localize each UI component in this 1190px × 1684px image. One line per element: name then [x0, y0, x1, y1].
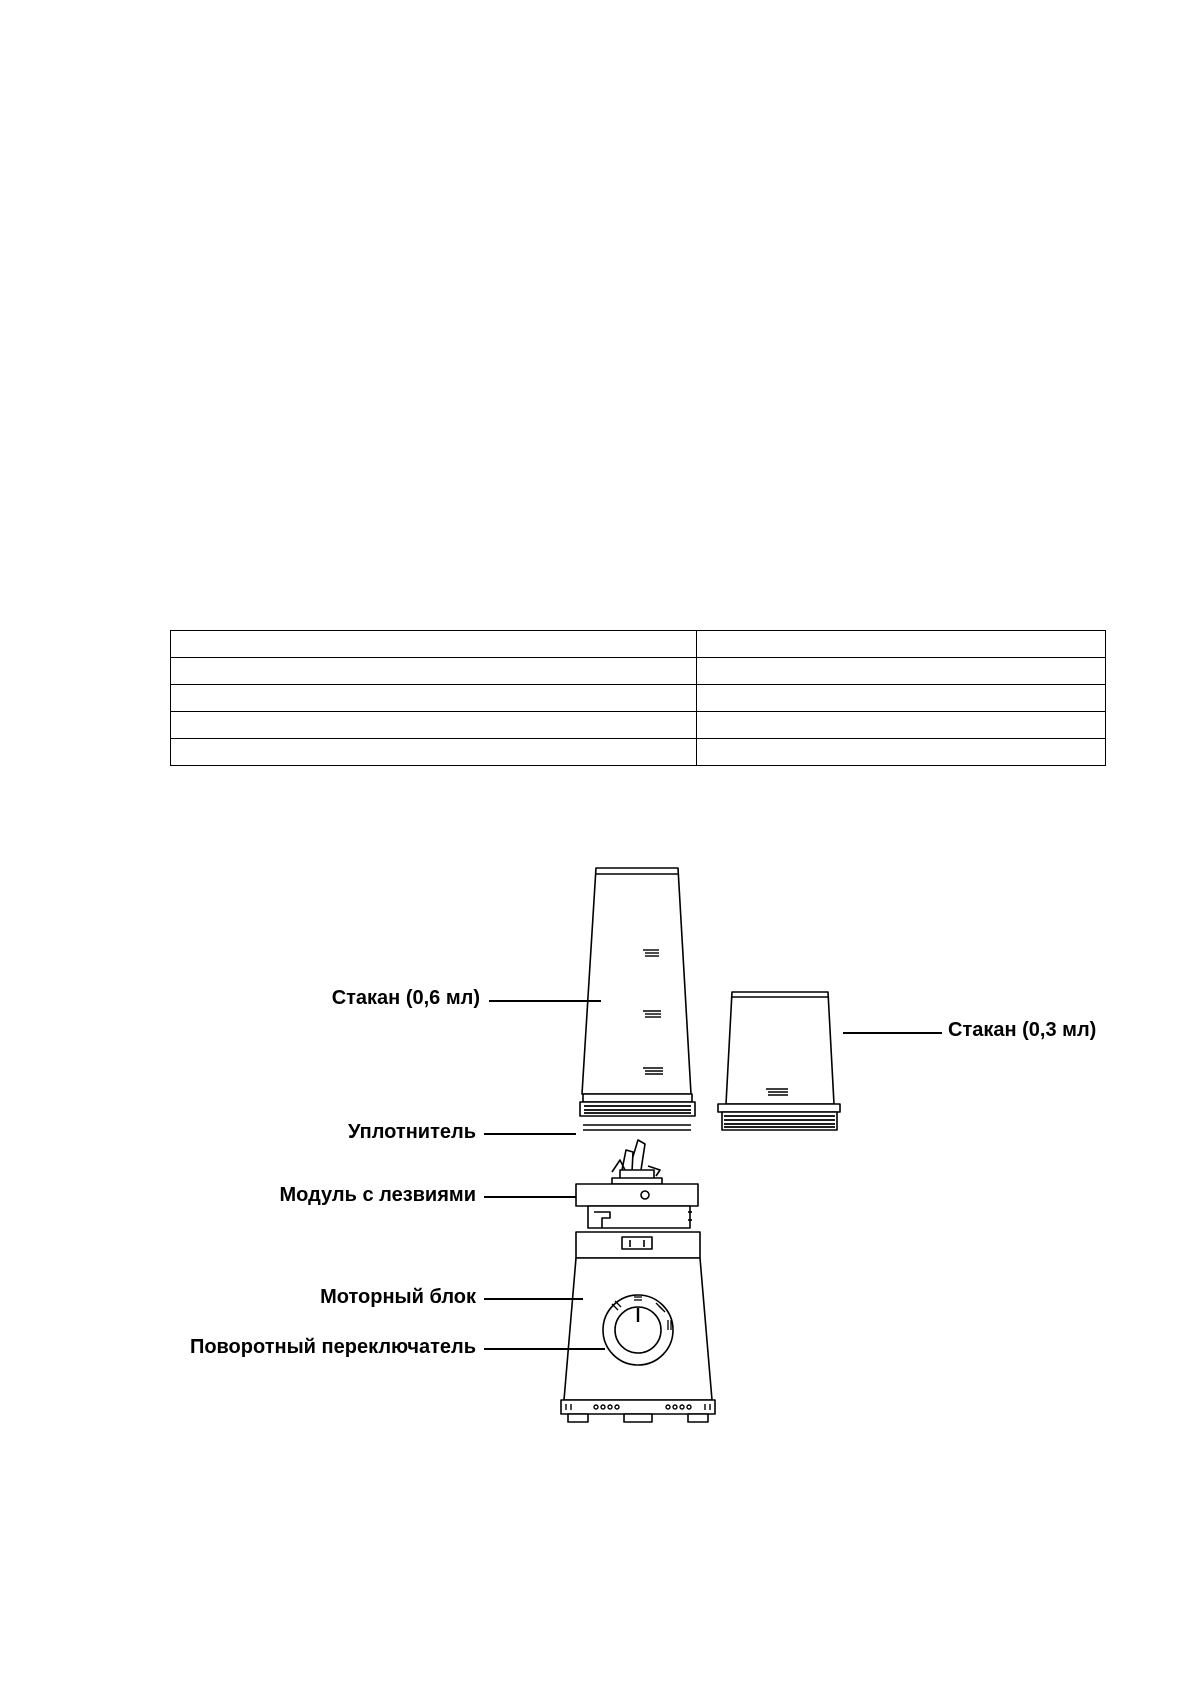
label-motor-unit: Моторный блок: [320, 1286, 476, 1308]
table-cell: [697, 658, 1106, 685]
small-cup: [718, 992, 840, 1130]
label-seal: Уплотнитель: [347, 1121, 476, 1143]
specification-table: [170, 630, 1106, 766]
table-row: [171, 712, 1106, 739]
label-cup-small: Стакан (0,3 мл): [948, 1019, 1097, 1041]
table-row: [171, 631, 1106, 658]
label-rotary-switch: Поворотный переключатель: [189, 1336, 476, 1358]
table-row: [171, 739, 1106, 766]
table-cell: [171, 658, 697, 685]
table-cell: [697, 685, 1106, 712]
table-cell: [171, 685, 697, 712]
callout-line-blade-module: [484, 1196, 576, 1198]
rotary-switch: [603, 1295, 673, 1365]
callout-line-motor-unit: [484, 1298, 583, 1300]
callout-line-cup-large: [489, 1000, 601, 1002]
label-cup-large: Стакан (0,6 мл): [331, 987, 480, 1009]
table-cell: [171, 739, 697, 766]
table-row: [171, 685, 1106, 712]
callout-line-seal: [484, 1133, 576, 1135]
motor-unit: [561, 1232, 715, 1422]
table-cell: [697, 739, 1106, 766]
callout-line-rotary-switch: [484, 1348, 605, 1350]
blade-module: [576, 1140, 698, 1228]
table-cell: [171, 631, 697, 658]
seal: [583, 1125, 691, 1130]
large-cup: [580, 868, 695, 1116]
table-cell: [697, 631, 1106, 658]
table-cell: [697, 712, 1106, 739]
callout-line-cup-small: [843, 1032, 942, 1034]
table-cell: [171, 712, 697, 739]
table-row: [171, 658, 1106, 685]
label-blade-module: Модуль с лезвиями: [279, 1184, 476, 1206]
